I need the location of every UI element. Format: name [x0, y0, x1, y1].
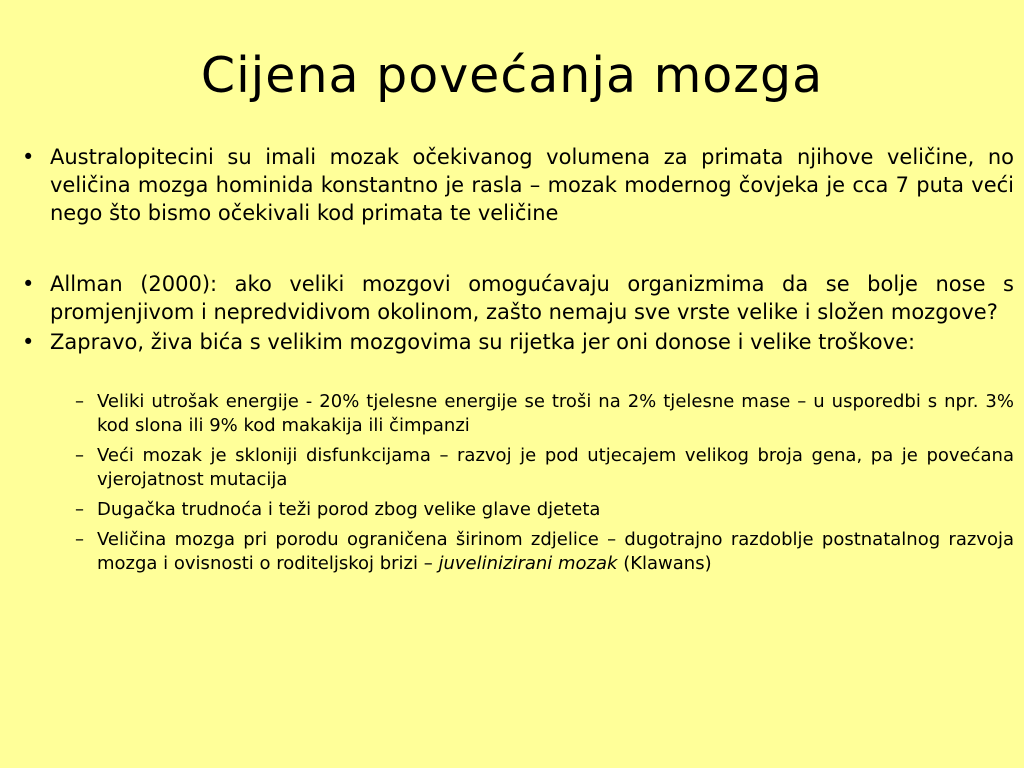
- citation: (Klawans): [617, 553, 712, 574]
- sub-bullet-text: Veći mozak je skloniji disfunkcijama – razvoj je pod utjecajem velikog broja gena, pa je povećana vjerojatnost mutacija: [97, 445, 1014, 490]
- italic-term: juvelinizirani mozak: [438, 553, 618, 574]
- sub-bullet-text: Veličina mozga pri porodu ograničena širinom zdjelice – dugotrajno razdoblje postnatalnog razvoja mozga i ovisnosti o roditeljskoj brizi –: [97, 529, 1014, 574]
- bullet-marker: •: [22, 272, 35, 296]
- bullet-text: Allman (2000): ako veliki mozgovi omogućavaju organizmima da se bolje nose s promjenjivom i nepredvidivom okolinom, zašto nemaju sve vrste velike i složen mozgove?: [50, 272, 1014, 324]
- bullet-marker: •: [22, 145, 35, 169]
- bullet-item: [22, 143, 1014, 227]
- bullet-marker: •: [22, 330, 35, 354]
- bullet-text: Zapravo, živa bića s velikim mozgovima su rijetka jer oni donose i velike troškove:: [50, 330, 916, 354]
- dash-marker: –: [75, 445, 84, 466]
- sub-bullet-item: [75, 390, 1014, 438]
- bullet-item: [22, 328, 1014, 356]
- sub-bullet-item: [75, 498, 1014, 522]
- dash-marker: –: [75, 391, 84, 412]
- slide-body: [22, 143, 1014, 582]
- bullet-item: [22, 270, 1014, 326]
- sub-bullet-text: Dugačka trudnoća i teži porod zbog velike glave djeteta: [97, 499, 601, 520]
- sub-bullet-item: [75, 444, 1014, 492]
- sub-bullet-item: [75, 528, 1014, 576]
- slide-title: Cijena povećanja mozga: [200, 47, 824, 104]
- dash-marker: –: [75, 529, 84, 550]
- sub-bullet-text: Veliki utrošak energije - 20% tjelesne energije se troši na 2% tjelesne mase – u usporedbi s npr. 3% kod slona ili 9% kod makakija ili čimpanzi: [97, 391, 1014, 436]
- dash-marker: –: [75, 499, 84, 520]
- bullet-text: Australopitecini su imali mozak očekivanog volumena za primata njihove veličine, no veličina mozga hominida konstantno je rasla – mozak modernog čovjeka je cca 7 puta veći nego što bismo očekivali kod primata te veličine: [50, 145, 1014, 225]
